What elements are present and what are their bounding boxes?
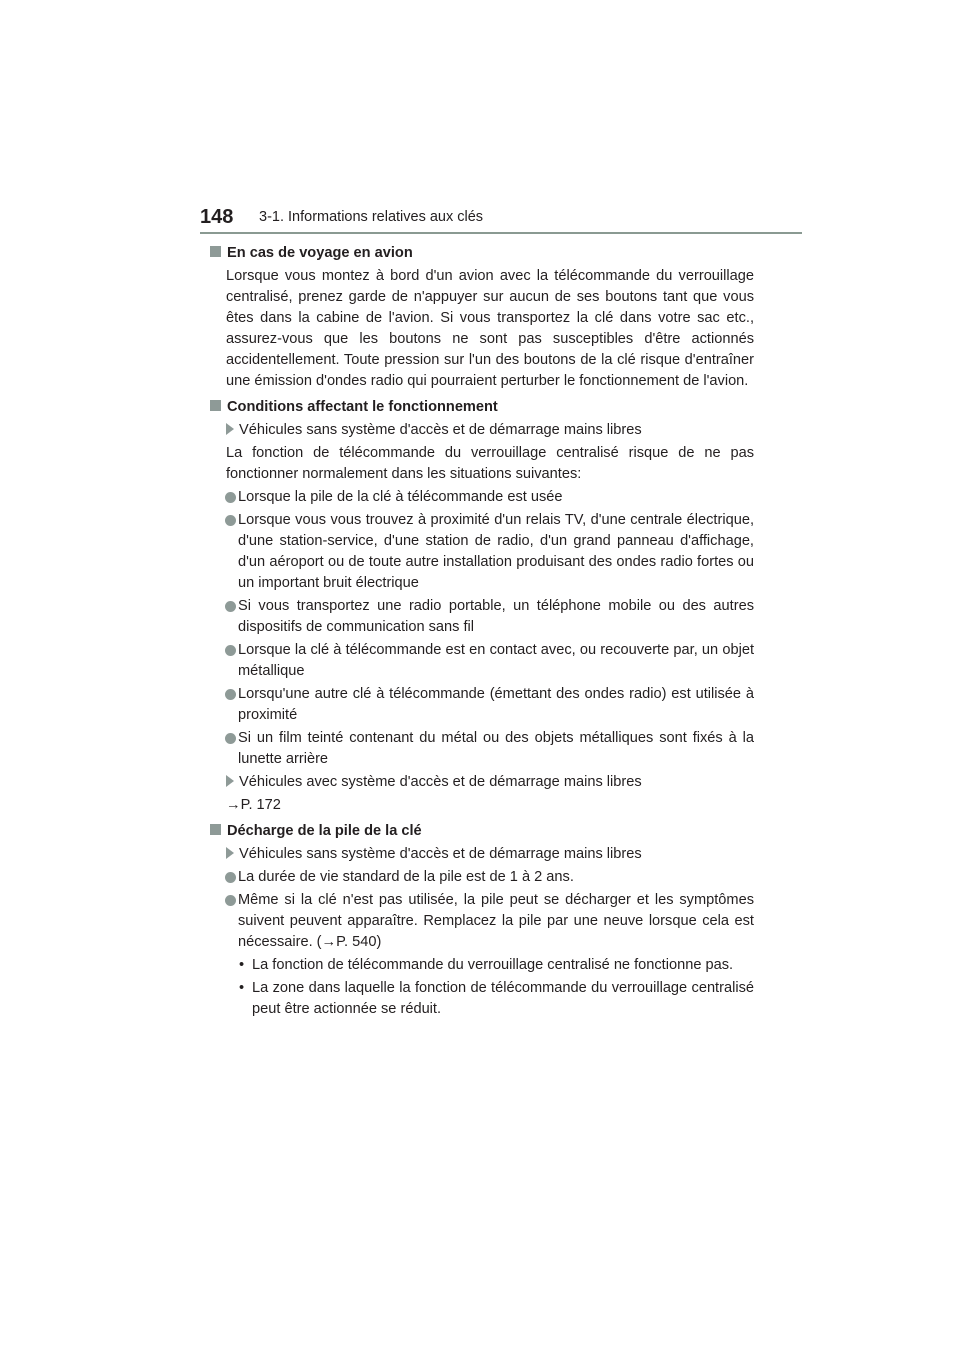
list-item: Lorsque la pile de la clé à télécommande est usée — [210, 487, 754, 508]
circle-bullet-icon — [225, 733, 236, 744]
square-bullet-icon — [210, 246, 221, 257]
dash-bullet-icon: • — [239, 957, 245, 973]
page-reference: →P. 172 — [226, 797, 281, 813]
sub-heading: Véhicules sans système d'accès et de démarrage mains libres — [226, 844, 754, 865]
triangle-arrow-icon — [226, 423, 234, 435]
triangle-arrow-icon — [226, 847, 234, 859]
list-item: Lorsque la clé à télécommande est en contact avec, ou recouverte par, un objet métallique — [210, 640, 754, 682]
sub-heading: Véhicules sans système d'accès et de démarrage mains libres — [226, 420, 754, 441]
paragraph: La fonction de télécommande du verrouillage centralisé risque de ne pas fonctionner normalement dans les situations suivantes: — [226, 445, 754, 482]
list-item: Lorsque vous vous trouvez à proximité d'un relais TV, d'une centrale électrique, d'une station-service, d'une station de radio, d'un grand panneau d'affichage, d'un aéroport ou de toute autre installation produisant des ondes radio fortes ou un important bruit électrique — [210, 510, 754, 594]
list-item: Lorsqu'une autre clé à télécommande (émettant des ondes radio) est utilisée à proximité — [210, 684, 754, 726]
section-title: Décharge de la pile de la clé — [210, 821, 754, 842]
circle-bullet-icon — [225, 492, 236, 503]
page-content — [210, 243, 754, 1020]
list-item: Même si la clé n'est pas utilisée, la pile peut se décharger et les symptômes suivent peuvent apparaître. Remplacez la pile par une neuve lorsque cela est nécessaire. (→P. 540) — [210, 890, 754, 953]
square-bullet-icon — [210, 824, 221, 835]
list-item: Si un film teinté contenant du métal ou des objets métalliques sont fixés à la lunette arrière — [210, 728, 754, 770]
chapter-title: 3-1. Informations relatives aux clés — [259, 209, 484, 225]
circle-bullet-icon — [225, 645, 236, 656]
header-rule — [200, 232, 802, 234]
circle-bullet-icon — [225, 601, 236, 612]
dash-bullet-icon: • — [239, 980, 245, 996]
sub-heading: Véhicules avec système d'accès et de démarrage mains libres — [226, 772, 754, 793]
page-number: 148 — [200, 206, 234, 228]
square-bullet-icon — [210, 400, 221, 411]
list-item: La durée de vie standard de la pile est de 1 à 2 ans. — [210, 867, 754, 888]
circle-bullet-icon — [225, 515, 236, 526]
paragraph: Lorsque vous montez à bord d'un avion avec la télécommande du verrouillage centralisé, prenez garde de n'appuyer sur aucun de ses boutons tant que vous êtes dans la cabine de l'avion. Si vous transportez la clé dans votre sac etc., assurez-vous que les boutons ne sont pas susceptibles d'être actionnés accidentellement. Toute pression sur l'un des boutons de la clé risque d'entraîner une émission d'ondes radio qui pourraient perturber le fonctionnement de l'avion. — [226, 268, 754, 389]
dash-item: • La fonction de télécommande du verrouillage centralisé ne fonctionne pas. — [210, 955, 754, 976]
circle-bullet-icon — [225, 689, 236, 700]
dash-item: • La zone dans laquelle la fonction de télécommande du verrouillage centralisé peut être actionnée se réduit. — [239, 980, 754, 1017]
section-title: En cas de voyage en avion — [210, 243, 754, 264]
circle-bullet-icon — [225, 895, 236, 906]
triangle-arrow-icon — [226, 775, 234, 787]
list-item: Si vous transportez une radio portable, un téléphone mobile ou des autres dispositifs de communication sans fil — [210, 596, 754, 638]
circle-bullet-icon — [225, 872, 236, 883]
section-title: Conditions affectant le fonctionnement — [210, 397, 754, 418]
